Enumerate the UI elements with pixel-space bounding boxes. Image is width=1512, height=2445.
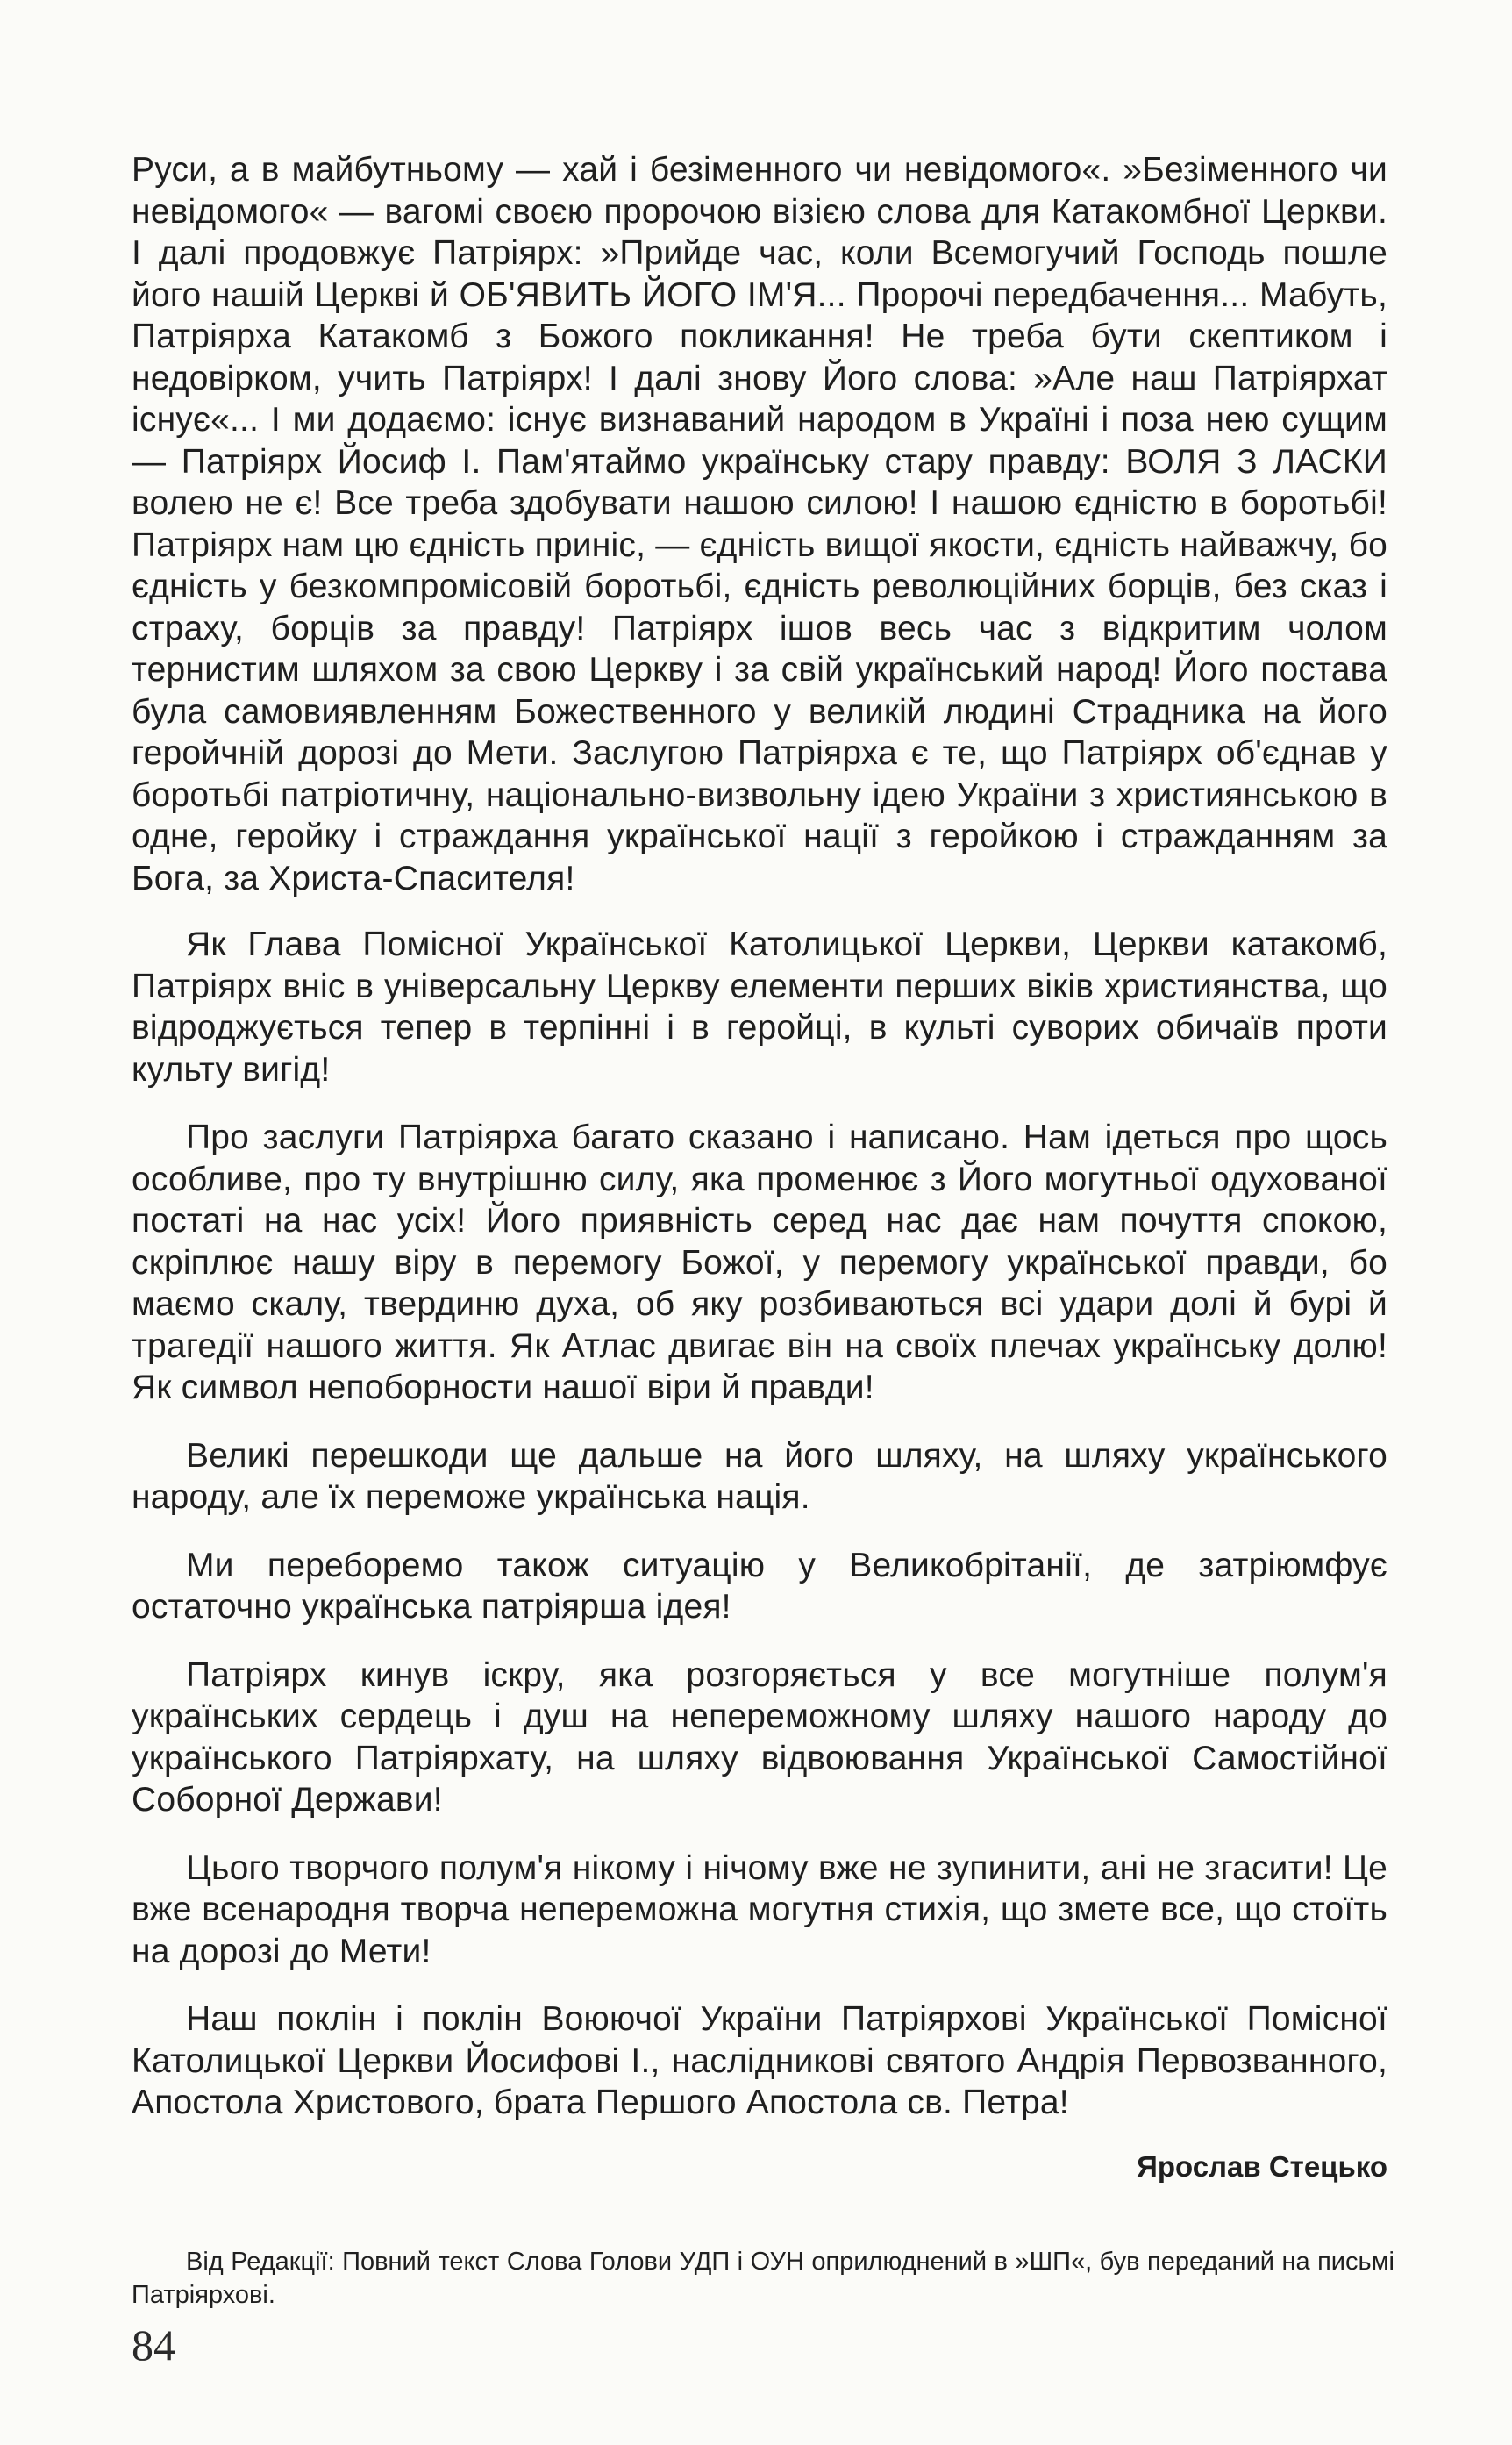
paragraph-4: Великі перешкоди ще дальше на його шляху, на шляху українського народу, але їх переможе українська нація.: [132, 1436, 1387, 1516]
paragraph-5: Ми переборемо також ситуацію у Великобрітанії, де затріюмфує остаточно українська патріярша ідея!: [132, 1546, 1387, 1626]
paragraph-1: Руси, а в майбутньому — хай і безіменного чи невідомого«. »Безіменного чи невідомого« — вагомі своєю пророчою візією слова для Катакомбної Церкви. І далі продовжує Патріярх: »Прийде час, коли Всемогучий Господь пошле його нашій Церкві й ОБ'ЯВИТЬ ЙОГО ІМ'Я... Пророчі передбачення... Мабуть, Патріярха Катакомб з Божого покликання! Не треба бути скептиком і недовірком, учить Патріярх! І далі знову Його слова: »Але наш Патріярхат існує«... І ми додаємо: існує визнаваний народом в Україні і поза нею сущим — Патріярх Йосиф І. Пам'ятаймо українську стару правду: ВОЛЯ З ЛАСКИ волею не є! Все треба здобувати нашою силою! І нашою єдністю в боротьбі! Патріярх нам цю єдність приніс, — єдність вищої якости, єдність найважчу, бо єдність у безкомпромісовій боротьбі, єдність революційних борців, без сказ і страху, борців за правду! Патріярх ішов весь час з відкритим чолом тернистим шляхом за свою Церкву і за свій український народ! Його постава була самовиявленням Божественного у великій людині Страдника на його геройчній дорозі до Мети. Заслугою Патріярха є те, що Патріярх об'єднав у боротьбі патріотичну, національно-визвольну ідею України з християнською в одне, геройку і страждання української нації з геройкою і стражданням за Бога, за Христа-Спасителя!: [132, 151, 1387, 897]
paragraph-6: Патріярх кинув іскру, яка розгоряється у все могутніше полум'я українських сердець і душ на непереможному шляху нашого народу до українського Патріярхату, на шляху відвоювання Української Самостійної Соборної Держави!: [132, 1655, 1387, 1819]
editor-note: Від Редакції: Повний текст Слова Голови УДП і ОУН оприлюднений в »ШП«, був переданий на письмі Патріярхові.: [132, 2247, 1394, 2309]
paragraph-2: Як Глава Помісної Української Католицької Церкви, Церкви катакомб, Патріярх вніс в універсальну Церкву елементи перших віків християнства, що відроджується тепер в терпінні і в геройці, в культі суворих обичаїв проти культу вигід!: [132, 926, 1387, 1089]
paragraph-3: Про заслуги Патріярха багато сказано і написано. Нам ідеться про щось особливе, про ту внутрішню силу, яка променює з Його могутньої одухованої постаті на нас усіх! Його приявність серед нас дає нам почуття спокою, скріплює нашу віру в перемогу Божої, у перемогу української правди, бо маємо скалу, твердиню духа, об яку розбиваються всі удари долі й бурі й трагедії нашого життя. Як Атлас двигає він на своїх плечах українську долю! Як символ непоборности нашої віри й правди!: [132, 1119, 1387, 1406]
paragraph-8: Наш поклін і поклін Воюючої України Патріярхові Української Помісної Католицької Церкви Йосифові І., наслідникові святого Андрія Первозванного, Апостола Христового, брата Першого Апостола св. Петра!: [132, 2000, 1387, 2121]
paragraph-7: Цього творчого полум'я нікому і нічому вже не зупинити, ані не згасити! Це вже всенародня творча непереможна могутня стихія, що змете все, що стоїть на дорозі до Мети!: [132, 1848, 1387, 1970]
author-signature: Ярослав Стецько: [1137, 2149, 1387, 2183]
page-number: 84: [132, 2320, 175, 2370]
document-page: [132, 149, 1394, 2370]
